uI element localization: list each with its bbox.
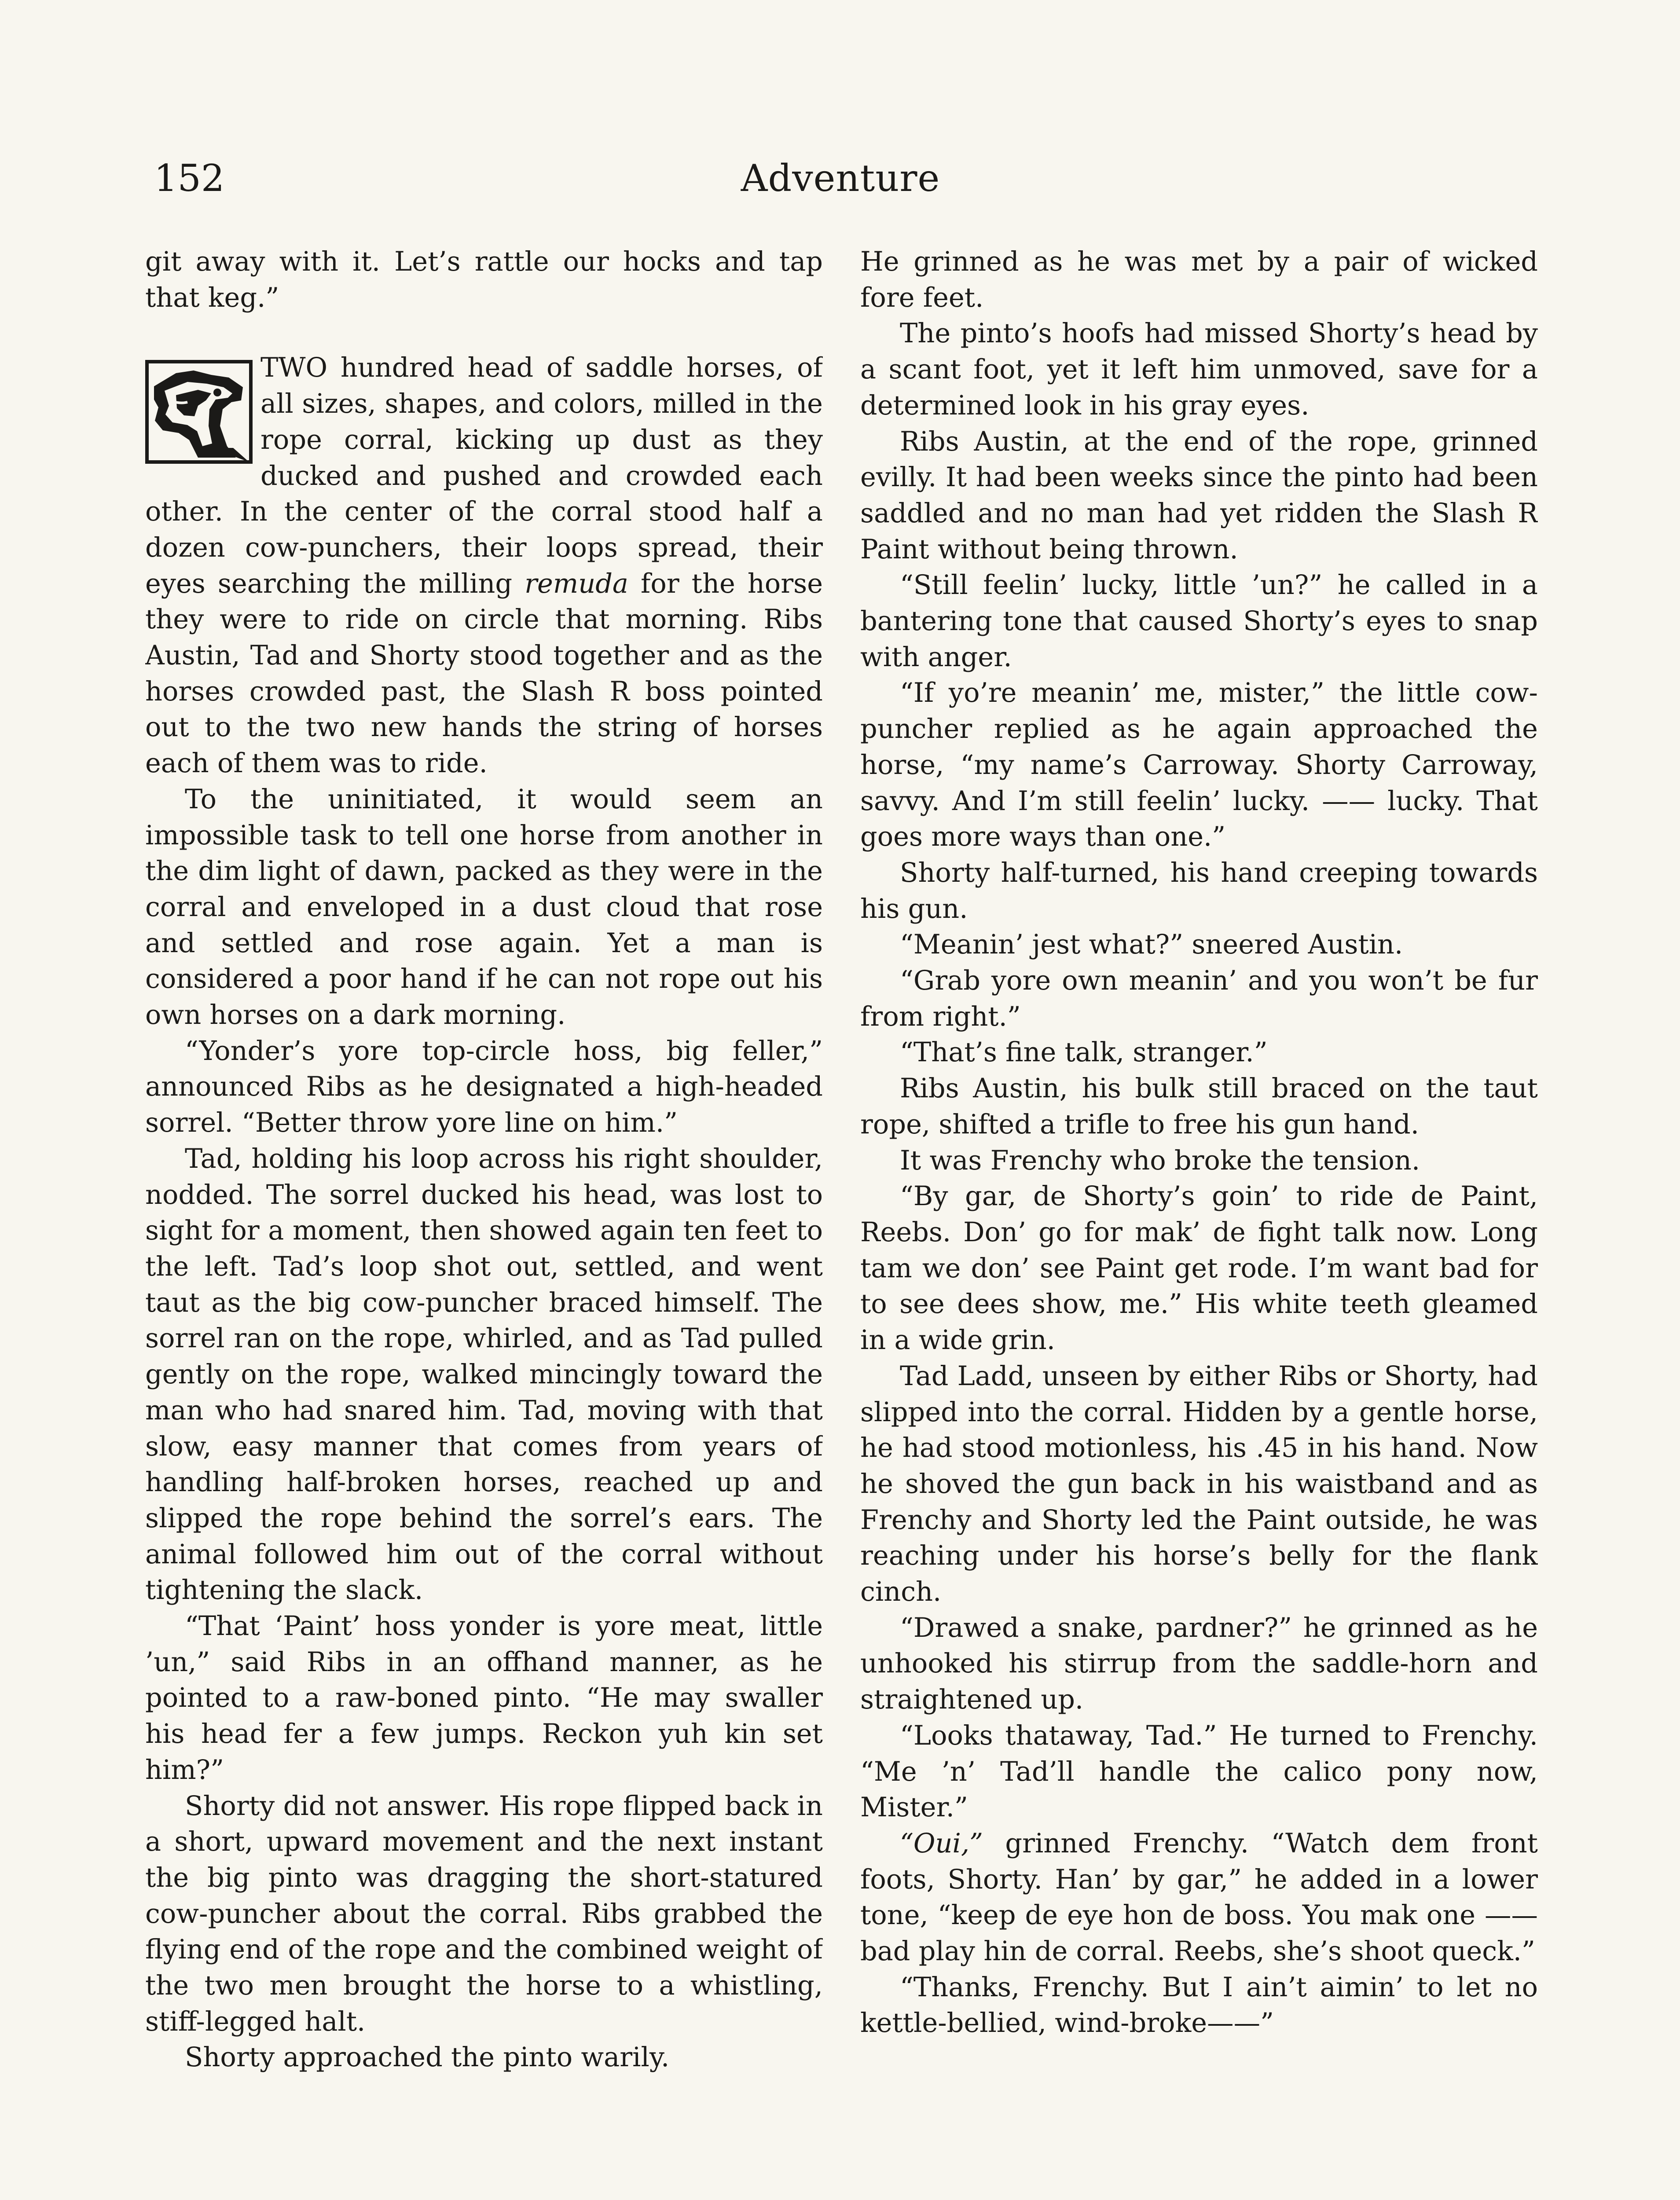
paragraph: “Looks thataway, Tad.” He turned to Frenchy. “Me ’n’ Tad’ll handle the calico pony now, Mister.”	[860, 1720, 1538, 1823]
paragraph	[860, 1826, 1538, 1970]
paragraph: “By gar, de Shorty’s goin’ to ride de Paint, Reebs. Don’ go for mak’ de fight talk now. Long tam we don’ see Paint get rode. I’m want bad for to see dees show, me.” His white teeth gleamed in a wide grin.	[860, 1181, 1538, 1356]
paragraph: “Yonder’s yore top-circle hoss, big feller,” announced Ribs as he designated a high-headed sorrel. “Better throw yore line on him.”	[145, 1035, 823, 1139]
paragraph-dropcap	[145, 350, 823, 781]
page-number: 152	[154, 157, 225, 200]
paragraph: Tad Ladd, unseen by either Ribs or Shorty, had slipped into the corral. Hidden by a gentle horse, he had stood motionless, his .45 in his hand. Now he shoved the gun back in his waistband and as Frenchy and Shorty led the Paint outside, he was reaching under his horse’s belly for the flank cinch.	[860, 1360, 1538, 1608]
paragraph: To the uninitiated, it would seem an impossible task to tell one horse from another in the dim light of dawn, packed as they were in the corral and enveloped in a dust cloud that rose and settled and rose again. Yet a man is considered a poor hand if he can not rope out his own horses on a dark morning.	[145, 784, 823, 1031]
paragraph: “If yo’re meanin’ me, mister,” the little cow-puncher replied as he again approached the horse, “my name’s Carroway. Shorty Carroway, savvy. And I’m still feelin’ lucky. —— lucky. That goes more ways than one.”	[860, 678, 1538, 853]
paragraph: “Thanks, Frenchy. But I ain’t aimin’ to let no kettle-bellied, wind-broke——”	[860, 1972, 1538, 2039]
article-body	[145, 244, 1538, 2200]
paragraph: git away with it. Let’s rattle our hocks and tap that keg.”	[145, 246, 823, 313]
page-header	[154, 145, 1527, 211]
paragraph: “Meanin’ jest what?” sneered Austin.	[900, 929, 1403, 961]
paragraph: Shorty approached the pinto warily.	[185, 2042, 670, 2073]
paragraph: Ribs Austin, his bulk still braced on the taut rope, shifted a trifle to free his gun hand.	[860, 1073, 1538, 1140]
paragraph: “That’s fine talk, stranger.”	[900, 1037, 1268, 1068]
paragraph: It was Frenchy who broke the tension.	[900, 1145, 1420, 1176]
italic-word: remuda	[525, 568, 628, 599]
paragraph-text: TWO hundred head of saddle horses, of all sizes, shapes, and colors, milled in the rope corral, kicking up dust as they ducked and pushed and crowded each other. In the center of the corral stood half a dozen cow-punchers, their loops spread, their eyes searching the milling	[145, 352, 823, 599]
paragraph: “That ‘Paint’ hoss yonder is yore meat, little ’un,” said Ribs in an offhand manner, as he pointed to a raw-boned pinto. “He may swaller his head fer a few jumps. Reckon yuh kin set him?”	[145, 1611, 823, 1786]
paragraph: Ribs Austin, at the end of the rope, grinned evilly. It had been weeks since the pinto had been saddled and no man had yet ridden the Slash R Paint without being thrown.	[860, 426, 1538, 565]
paragraph: Shorty half-turned, his hand creeping towards his gun.	[860, 857, 1538, 924]
paragraph: The pinto’s hoofs had missed Shorty’s head by a scant foot, yet it left him unmoved, save for a determined look in his gray eyes.	[860, 318, 1538, 421]
italic-word: “Oui,”	[900, 1828, 983, 1859]
paragraph: “Grab yore own meanin’ and you won’t be fur from right.”	[860, 965, 1538, 1032]
paragraph-text: grinned Frenchy. “Watch dem front foots, Shorty. Han’ by gar,” he added in a lower tone, “keep de eye hon de boss. You mak one —— bad play hin de corral. Reebs, she’s shoot queck.”	[860, 1828, 1538, 1967]
paragraph-text: for the horse they were to ride on circle that morning. Ribs Austin, Tad and Shorty stood together and as the horses crowded past, the Slash R boss pointed out to the two new hands the string of horses each of them was to ride.	[145, 568, 823, 779]
paragraph: “Still feelin’ lucky, little ’un?” he called in a bantering tone that caused Shorty’s eyes to snap with anger.	[860, 570, 1538, 673]
left-column	[145, 244, 823, 2200]
paragraph: Shorty did not answer. His rope flipped back in a short, upward movement and the next instant the big pinto was dragging the short-statured cow-puncher about the corral. Ribs grabbed the flying end of the rope and the combined weight of the two men brought the horse to a whistling, stiff-legged halt.	[145, 1790, 823, 2037]
paragraph: Tad, holding his loop across his right shoulder, nodded. The sorrel ducked his head, was lost to sight for a moment, then showed again ten feet to the left. Tad’s loop shot out, settled, and went taut as the big cow-puncher braced himself. The sorrel ran on the rope, whirled, and as Tad pulled gently on the rope, walked mincingly toward the man who had snared him. Tad, moving with that slow, easy manner that comes from years of handling half-broken horses, reached up and slipped the rope behind the sorrel’s ears. The animal followed him out of the corral without tightening the slack.	[145, 1143, 823, 1606]
running-title: Adventure	[741, 157, 940, 200]
horse-head-dropcap-icon	[145, 360, 253, 464]
paragraph: He grinned as he was met by a pair of wicked fore feet.	[860, 246, 1538, 313]
paragraph: “Drawed a snake, pardner?” he grinned as he unhooked his stirrup from the saddle-horn and straightened up.	[860, 1612, 1538, 1716]
right-column	[860, 244, 1538, 2200]
